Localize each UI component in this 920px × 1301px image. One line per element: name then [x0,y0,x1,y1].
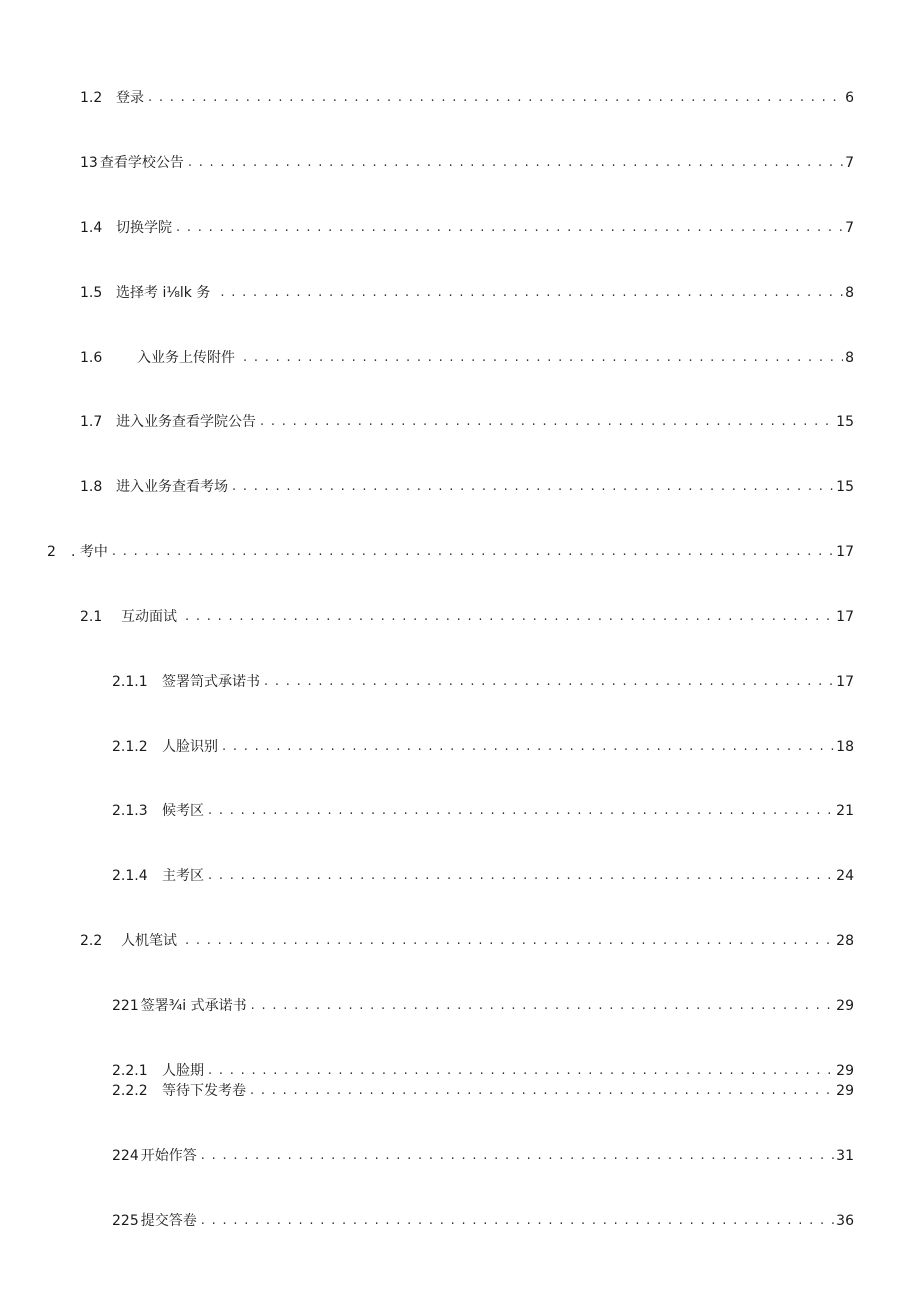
dot-leader [201,1146,834,1166]
toc-entry-number: 1.8 [80,479,103,495]
toc-entry-page: 29 [836,998,854,1014]
toc-entry-number: 2.1 [80,609,103,625]
toc-entry-title: 互动面试 [121,609,177,625]
toc-entry-2-2[interactable] [0,931,854,951]
dot-leader [264,672,834,692]
toc-entry-221[interactable] [0,996,854,1016]
toc-entry-title: 登录 [116,90,144,106]
dot-leader [208,801,834,821]
toc-entry-label [0,283,210,303]
dot-leader [188,153,843,173]
toc-entry-number: 13 [80,155,98,171]
toc-entry-2-2-1[interactable] [0,1061,854,1081]
toc-entry-page: 8 [845,285,854,301]
toc-entry-title: 进入业务查看学院公告 [116,414,256,430]
toc-entry-title: 开始作答 [140,1148,197,1164]
toc-entry-page: 29 [836,1083,854,1099]
toc-entry-title: 提交答卷 [140,1213,197,1229]
toc-entry-2-2-2[interactable] [0,1081,854,1101]
toc-entry-title: 人脸期 [162,1063,204,1079]
toc-entry-page: 17 [836,609,854,625]
dot-leader [148,88,843,108]
toc-entry-title: 人脸识别 [162,739,218,755]
toc-entry-page: 8 [845,350,854,366]
dot-leader [185,607,834,627]
toc-entry-page: 24 [836,868,854,884]
toc-entry-label [0,1061,204,1081]
toc-entry-page: 17 [836,674,854,690]
toc-entry-2-1-3[interactable] [0,801,854,821]
toc-entry-page: 28 [836,933,854,949]
toc-entry-2[interactable] [0,542,854,562]
toc-entry-page: 15 [836,479,854,495]
toc-entry-number: 225 [112,1213,139,1229]
toc-entry-number: 1.5 [80,285,103,301]
toc-entry-number: 1.2 [80,90,103,106]
toc-entry-label [0,866,204,886]
toc-entry-1-7[interactable] [0,412,854,432]
toc-entry-2-1-4[interactable] [0,866,854,886]
dot-leader [112,542,834,562]
toc-entry-2-1[interactable] [0,607,854,627]
dot-leader [208,1061,834,1081]
toc-entry-label [0,542,108,562]
toc-entry-page: 29 [836,1063,854,1079]
toc-entry-label [0,1146,197,1166]
toc-entry-label [0,1211,197,1231]
toc-entry-title: 人机笔试 [121,933,177,949]
dot-leader [250,1081,834,1101]
toc-entry-number: 1.4 [80,220,103,236]
toc-entry-number: 2.1.1 [112,674,148,690]
dot-leader [222,737,834,757]
toc-entry-2-1-2[interactable] [0,737,854,757]
toc-entry-label [0,801,204,821]
dot-leader [208,866,834,886]
toc-entry-label [0,1081,246,1101]
toc-entry-title: 入业务上传附件 [137,350,235,366]
toc-entry-1-8[interactable] [0,477,854,497]
toc-entry-number: 2 [47,544,56,560]
toc-entry-page: 6 [845,90,854,106]
dot-leader [201,1211,834,1231]
dot-leader [232,477,834,497]
toc-entry-label [0,348,235,368]
toc-entry-225[interactable] [0,1211,854,1231]
toc-entry-title: 候考区 [162,803,204,819]
toc-entry-title: 签署¾i 式承诺书 [140,998,247,1014]
toc-entry-label [0,477,228,497]
toc-entry-label [0,412,256,432]
toc-entry-page: 7 [845,220,854,236]
toc-entry-number: 2.2.2 [112,1083,148,1099]
dot-leader [251,996,835,1016]
toc-entry-page: 18 [836,739,854,755]
toc-entry-1-2[interactable] [0,88,854,108]
toc-entry-page: 7 [845,155,854,171]
dot-leader [176,218,843,238]
toc-entry-title: 选择考 i⅛lk 务 [116,285,211,301]
dot-leader [260,412,834,432]
toc-entry-title: 等待下发考卷 [162,1083,246,1099]
toc-entry-number: 2.1.4 [112,868,148,884]
toc-entry-page: 21 [836,803,854,819]
toc-entry-title: . 考中 [71,544,108,560]
toc-entry-label [0,218,172,238]
toc-entry-number: 224 [112,1148,139,1164]
toc-entry-title: 查看学校公告 [99,155,184,171]
toc-entry-page: 36 [836,1213,854,1229]
toc-entry-label [0,737,218,757]
toc-entry-number: 2.2 [80,933,103,949]
toc-entry-label [0,931,177,951]
toc-entry-number: 2.1.2 [112,739,148,755]
toc-entry-1-3[interactable] [0,153,854,173]
dot-leader [243,348,843,368]
toc-entry-label [0,153,184,173]
toc-entry-224[interactable] [0,1146,854,1166]
toc-entry-1-4[interactable] [0,218,854,238]
toc-entry-number: 221 [112,998,139,1014]
toc-entry-number: 1.7 [80,414,103,430]
toc-entry-number: 1.6 [80,350,103,366]
toc-entry-number: 2.1.3 [112,803,148,819]
toc-entry-1-5[interactable] [0,283,854,303]
toc-entry-label [0,607,177,627]
toc-entry-page: 31 [836,1148,854,1164]
toc-entry-1-6[interactable] [0,348,854,368]
dot-leader [220,283,843,303]
toc-entry-page: 17 [836,544,854,560]
toc-entry-label [0,88,144,108]
toc-entry-number: 2.2.1 [112,1063,148,1079]
dot-leader [185,931,834,951]
toc-entry-title: 切换学院 [116,220,172,236]
toc-entry-title: 进入业务查看考场 [116,479,228,495]
toc-entry-title: 签署笥式承诺书 [162,674,260,690]
toc-entry-page: 15 [836,414,854,430]
toc-entry-2-1-1[interactable] [0,672,854,692]
toc-entry-label [0,996,247,1016]
toc-entry-title: 主考区 [162,868,204,884]
toc-entry-label [0,672,260,692]
